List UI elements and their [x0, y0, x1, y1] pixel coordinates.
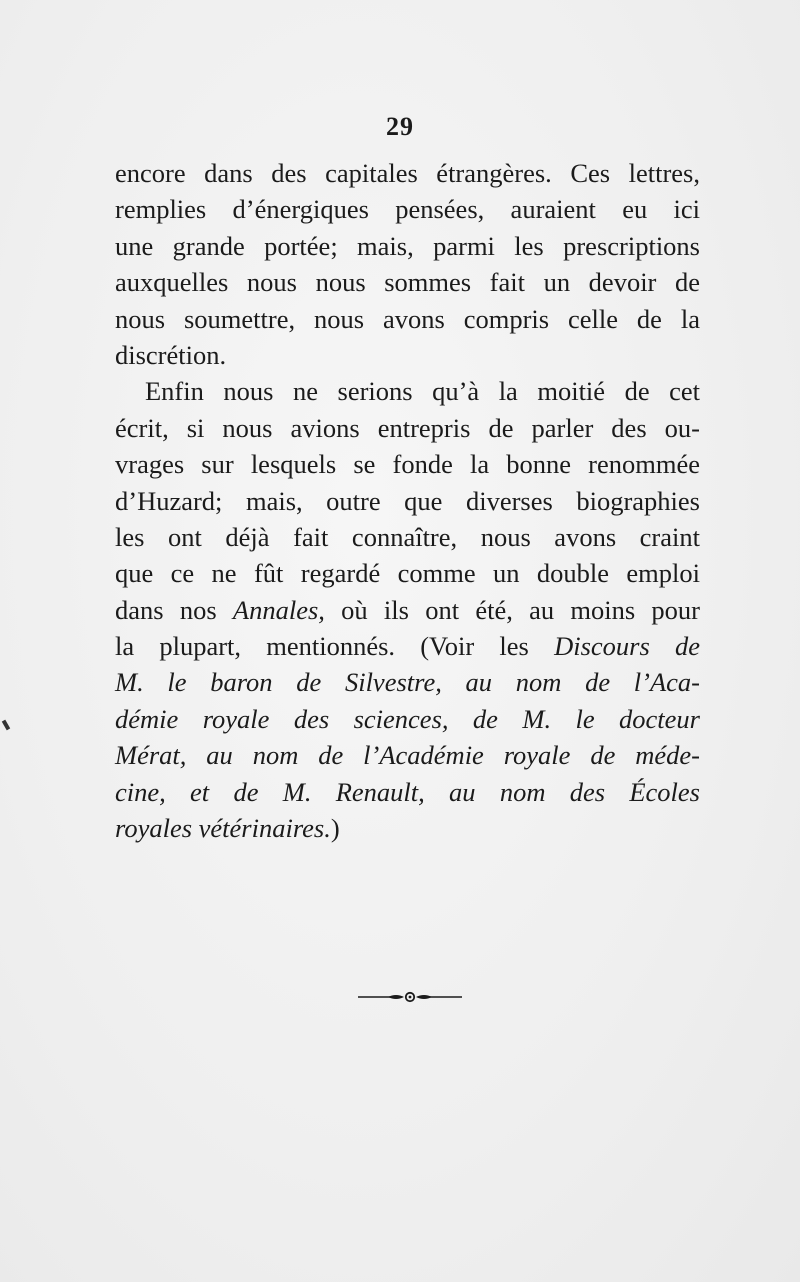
text-line: écrit, si nous avions entrepris de parler des ou- [115, 412, 700, 443]
italic-line: cine, et de M. Renault, au nom des Écoles [115, 776, 700, 807]
italic-run: Discours de [554, 631, 700, 662]
text-line: Enfin nous ne serions qu’à la moitié de cet [145, 376, 700, 407]
italic-line: démie royale des sciences, de M. le docteur [115, 703, 700, 734]
text-line: une grande portée; mais, parmi les prescriptions [115, 230, 700, 261]
text-line: que ce ne fût regardé comme un double emploi [115, 558, 700, 589]
margin-speck [2, 720, 10, 731]
text-line: auxquelles nous nous sommes fait un devoir de [115, 267, 700, 298]
body-text [115, 155, 700, 846]
text-line: discrétion. [115, 339, 227, 370]
text-run: dans nos [115, 594, 233, 625]
text-run: où ils ont été, au moins pour [324, 594, 700, 625]
text-line: nous soumettre, nous avons compris celle de la [115, 303, 700, 334]
text-line: vrages sur lesquels se fonde la bonne renommée [115, 449, 700, 480]
text-run: ) [330, 813, 340, 844]
italic-line: Mérat, au nom de l’Académie royale de méde- [115, 740, 700, 771]
italic-run: royales vétérinaires. [115, 813, 331, 844]
text-line: les ont déjà fait connaître, nous avons craint [115, 521, 700, 552]
text-line: remplies d’énergiques pensées, auraient eu ici [115, 194, 700, 225]
italic-line: M. le baron de Silvestre, au nom de l’Aca- [115, 667, 700, 698]
text-line-mixed [115, 628, 700, 664]
text-line-mixed [115, 592, 700, 628]
italic-run: Annales, [232, 594, 325, 625]
text-run: la plupart, mentionnés. (Voir les [115, 631, 555, 662]
page-number: 29 [386, 112, 414, 141]
text-line: encore dans des capitales étrangères. Ces lettres, [115, 158, 700, 188]
text-line: d’Huzard; mais, outre que diverses biographies [115, 485, 700, 516]
tail-piece-ornament-icon [358, 990, 462, 1004]
text-line-mixed [115, 810, 700, 846]
